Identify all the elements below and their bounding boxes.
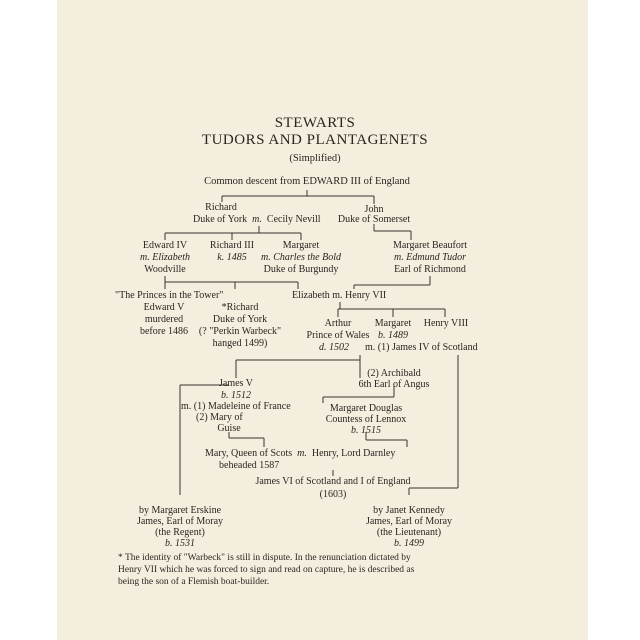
moray-lieutenant-mother: by Janet Kennedy: [373, 505, 445, 516]
margaret-burgundy-marriage: m. Charles the Bold: [261, 252, 341, 263]
moray-regent-name: James, Earl of Moray: [136, 516, 224, 527]
edward-v-date: before 1486: [139, 326, 189, 337]
moray-regent-title: (the Regent): [155, 527, 205, 538]
james-v-marriage-2: (2) Mary of: [196, 412, 243, 423]
john-somerset-name: John: [364, 204, 384, 215]
footnote-line-2: Henry VII which he was forced to sign and read on capture, he is described as: [118, 565, 415, 575]
james-v-marriage-1: m. (1) Madeleine of France: [181, 401, 291, 412]
arthur-died: d. 1502: [319, 342, 349, 353]
moray-lieutenant-title: (the Lieutenant): [376, 527, 442, 538]
margaret-beaufort-name: Margaret Beaufort: [393, 240, 467, 251]
edward-iv-name: Edward IV: [142, 240, 188, 251]
mary-beheaded: beheaded 1587: [219, 460, 280, 471]
moray-lieutenant-born: b. 1499: [394, 538, 424, 549]
james-v-name: James V: [219, 378, 253, 389]
edward-iv-spouse: Woodville: [144, 264, 186, 275]
edward-v-fate: murdered: [144, 314, 184, 325]
james-vi-date: (1603): [319, 489, 347, 500]
margaret-burgundy-title: Duke of Burgundy: [263, 264, 339, 275]
footnote-line-3: being the son of a Flemish boat-builder.: [118, 577, 270, 587]
richard-iii-name: Richard III: [209, 240, 255, 251]
james-v-guise: Guise: [217, 423, 241, 434]
moray-regent-born: b. 1531: [165, 538, 195, 549]
arthur-title: Prince of Wales: [306, 330, 370, 341]
richard-prince-name: *Richard: [221, 302, 259, 313]
james-vi-name: James VI of Scotland and I of England: [255, 476, 411, 487]
moray-regent-mother: by Margaret Erskine: [138, 505, 222, 516]
margaret-beaufort-marriage: m. Edmund Tudor: [394, 252, 466, 263]
richard-iii-killed: k. 1485: [217, 252, 247, 263]
archibald-name: (2) Archibald: [367, 368, 421, 379]
richard-prince-warbeck: (? "Perkin Warbeck": [198, 326, 282, 337]
margaret-douglas-title: Countess of Lennox: [325, 414, 407, 425]
richard-prince-title: Duke of York: [212, 314, 268, 325]
john-somerset-title: Duke of Somerset: [337, 214, 411, 225]
arthur-name: Arthur: [324, 318, 352, 329]
footnote-line-1: * The identity of "Warbeck" is still in dispute. In the renunciation dictated by: [118, 553, 411, 563]
elizabeth-henry-vii: Elizabeth m. Henry VII: [292, 290, 387, 301]
subtitle: (Simplified): [289, 153, 341, 164]
title-line-2: TUDORS AND PLANTAGENETS: [201, 132, 429, 148]
henry-viii-name: Henry VIII: [423, 318, 469, 329]
margaret-beaufort-title: Earl of Richmond: [394, 264, 466, 275]
moray-lieutenant-name: James, Earl of Moray: [365, 516, 453, 527]
richard-york-name: Richard: [205, 202, 237, 213]
margaret-burgundy-name: Margaret: [282, 240, 320, 251]
mary-queen-of-scots: Mary, Queen of Scots m. Henry, Lord Darnley: [205, 448, 396, 459]
princes-in-tower: "The Princes in the Tower": [115, 290, 224, 301]
common-descent: Common descent from EDWARD III of England: [204, 176, 410, 187]
edward-iv-marriage: m. Elizabeth: [140, 252, 190, 263]
margaret-tudor-marriage: m. (1) James IV of Scotland: [365, 342, 478, 353]
title-line-1: STEWARTS: [274, 115, 356, 131]
edward-v-name: Edward V: [143, 302, 185, 313]
margaret-tudor-name: Margaret: [374, 318, 412, 329]
james-v-born: b. 1512: [221, 390, 251, 401]
margaret-douglas-born: b. 1515: [351, 425, 381, 436]
margaret-tudor-born: b. 1489: [378, 330, 408, 341]
archibald-title: 6th Earl of Angus: [358, 379, 430, 390]
margaret-douglas-name: Margaret Douglas: [329, 403, 403, 414]
richard-prince-hanged: hanged 1499): [212, 338, 268, 349]
richard-york-title: Duke of York m. Cecily Nevill: [193, 214, 321, 225]
